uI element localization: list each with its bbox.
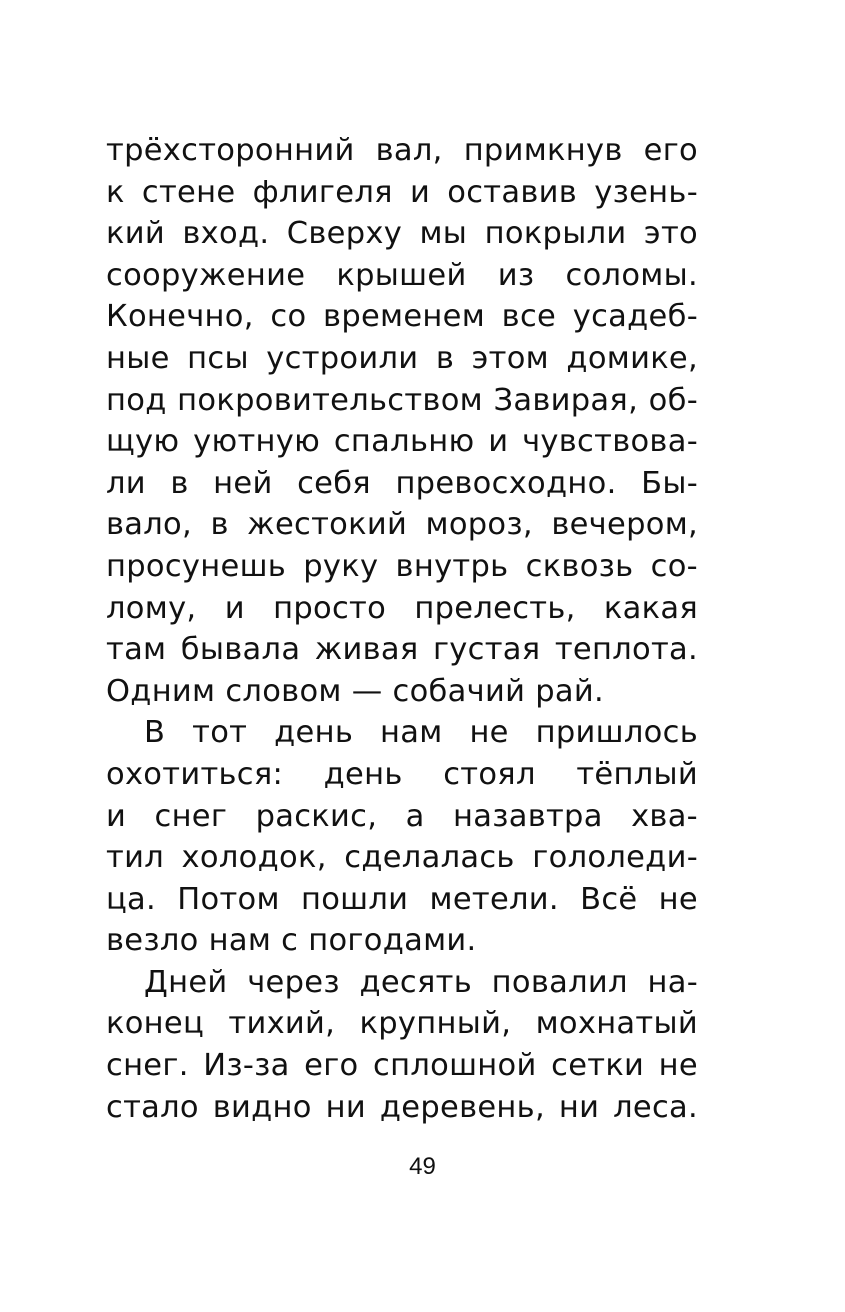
text-line: к стене флигеля и оставив узень- xyxy=(106,174,698,210)
text-line: В тот день нам не пришлось xyxy=(144,715,698,751)
text-line: везло нам с погодами. xyxy=(106,923,477,959)
paragraph-2 xyxy=(106,712,698,962)
body-text xyxy=(106,130,698,1128)
text-line: ца. Потом пошли метели. Всё не xyxy=(106,881,698,917)
text-line: лому, и просто прелесть, какая xyxy=(106,590,698,626)
text-line: конец тихий, крупный, мохнатый xyxy=(106,1006,698,1042)
text-line: щую уютную спальню и чувствова- xyxy=(106,424,698,460)
text-line: Конечно, со временем все усадеб- xyxy=(106,299,698,335)
text-line: охотиться: день стоял тёплый xyxy=(106,756,698,792)
text-line: тил холодок, сделалась гололеди- xyxy=(106,840,698,876)
text-line: трёхсторонний вал, примкнув его xyxy=(106,133,698,168)
text-line: и снег раскис, а назавтра хва- xyxy=(106,798,698,834)
text-line: снег. Из-за его сплошной сетки не xyxy=(106,1048,698,1084)
text-line: Дней через десять повалил на- xyxy=(144,964,698,1000)
text-line: вало, в жестокий мороз, вечером, xyxy=(106,507,698,543)
page-number: 49 xyxy=(409,1153,436,1180)
text-line: под покровительством Завирая, об- xyxy=(106,382,698,418)
text-line: сооружение крышей из соломы. xyxy=(106,257,698,293)
text-line: ли в ней себя превосходно. Бы- xyxy=(106,465,698,501)
text-line: просунешь руку внутрь сквозь со- xyxy=(106,548,698,584)
text-line: ные псы устроили в этом домике, xyxy=(106,340,698,376)
paragraph-1 xyxy=(106,130,698,712)
paragraph-3 xyxy=(106,962,698,1128)
text-line: кий вход. Сверху мы покрыли это xyxy=(106,216,698,252)
text-line: там бывала живая густая теплота. xyxy=(106,632,698,668)
text-line: стало видно ни деревень, ни леса. xyxy=(106,1089,698,1125)
text-line: Одним словом — собачий рай. xyxy=(106,673,604,709)
